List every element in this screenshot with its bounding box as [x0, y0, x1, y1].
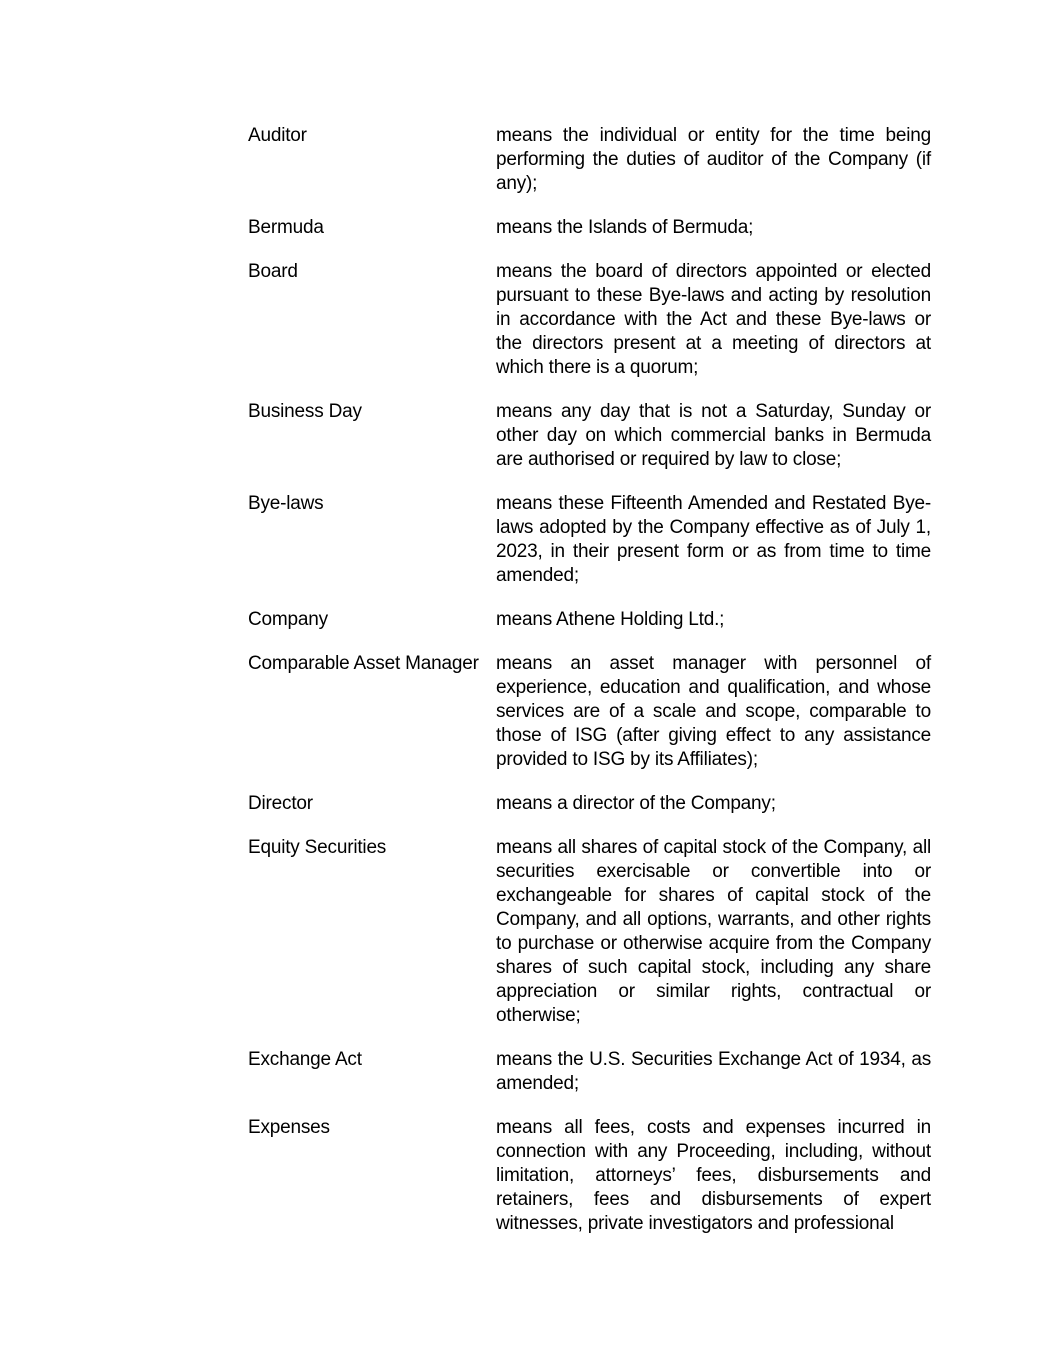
- definition-term: Bye-laws: [248, 493, 324, 514]
- definition-term: Exchange Act: [248, 1049, 362, 1070]
- definition-row: [248, 1048, 931, 1096]
- definition-term: Board: [248, 261, 298, 282]
- definition-term: Auditor: [248, 125, 307, 146]
- definition-term: Director: [248, 793, 313, 814]
- definition-meaning: means Athene Holding Ltd.;: [496, 609, 725, 630]
- definition-row: [248, 1116, 931, 1236]
- definition-term: Business Day: [248, 401, 362, 422]
- definition-row: [248, 652, 931, 772]
- definition-term: Equity Securities: [248, 837, 387, 858]
- definitions-list: [248, 124, 931, 1256]
- definition-meaning: means all shares of capital stock of the Company, all securities exercisable or convertible into or exchangeable for shares of capital stock of the Company, and all options, warrants, and other rights to purchase or otherwise acquire from the Company shares of such capital stock, including any share appreciation or similar rights, contractual or otherwise;: [496, 837, 931, 1026]
- definition-row: [248, 124, 931, 196]
- definition-meaning: means a director of the Company;: [496, 793, 776, 814]
- definition-term: Company: [248, 609, 328, 630]
- definition-row: [248, 792, 931, 816]
- definition-row: [248, 400, 931, 472]
- definition-meaning: means all fees, costs and expenses incurred in connection with any Proceeding, including, without limitation, attorneys’ fees, disbursements and retainers, fees and disbursements of expert witnesses, private investigators and professional: [496, 1117, 931, 1234]
- definition-meaning: means any day that is not a Saturday, Sunday or other day on which commercial banks in Bermuda are authorised or required by law to close;: [496, 401, 931, 470]
- definition-term: Bermuda: [248, 217, 324, 238]
- definition-meaning: means an asset manager with personnel of experience, education and qualification, and whose services are of a scale and scope, comparable to those of ISG (after giving effect to any assistance provided to ISG by its Affiliates);: [496, 653, 931, 770]
- definition-meaning: means the individual or entity for the time being performing the duties of auditor of the Company (if any);: [496, 125, 931, 194]
- definition-meaning: means the Islands of Bermuda;: [496, 217, 754, 238]
- definition-meaning: means the board of directors appointed or elected pursuant to these Bye-laws and acting by resolution in accordance with the Act and these Bye-laws or the directors present at a meeting of directors at which there is a quorum;: [496, 261, 931, 378]
- definition-term: Comparable Asset Manager: [248, 653, 479, 674]
- definition-row: [248, 608, 931, 632]
- definition-row: [248, 216, 931, 240]
- definition-term: Expenses: [248, 1117, 330, 1138]
- definition-row: [248, 260, 931, 380]
- definition-meaning: means the U.S. Securities Exchange Act of 1934, as amended;: [496, 1049, 931, 1094]
- definition-meaning: means these Fifteenth Amended and Restated Bye-laws adopted by the Company effective as of July 1, 2023, in their present form or as from time to time amended;: [496, 493, 931, 586]
- definition-row: [248, 492, 931, 588]
- definition-row: [248, 836, 931, 1028]
